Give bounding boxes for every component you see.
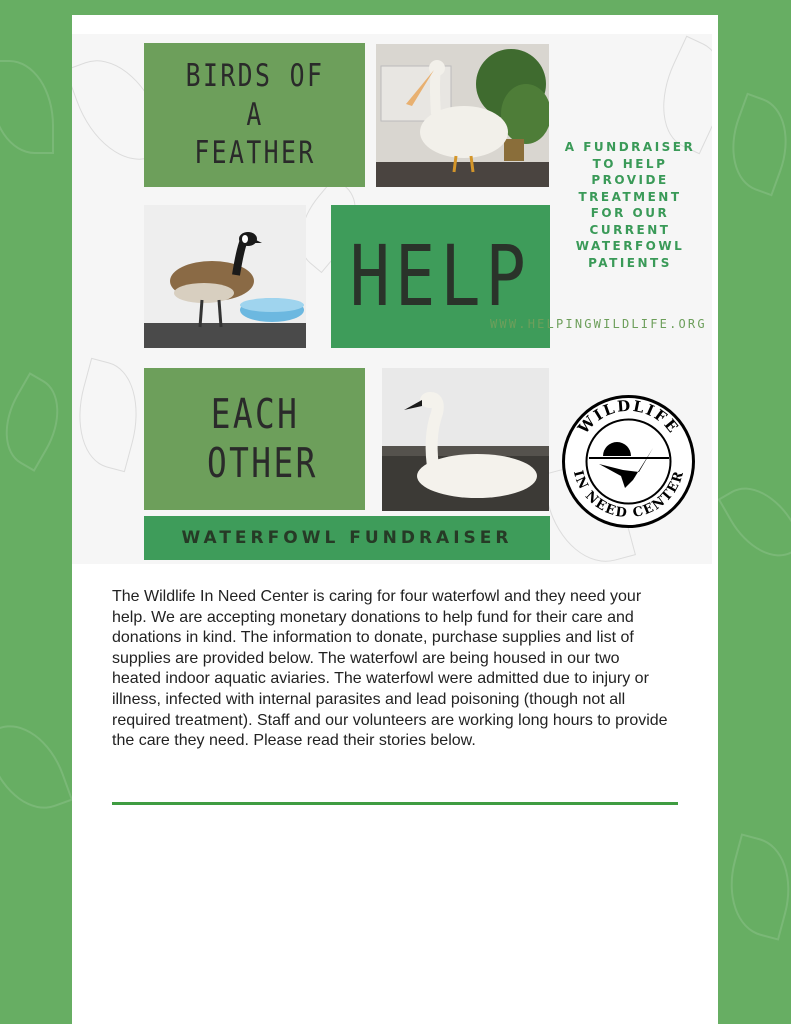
section-divider — [112, 802, 678, 805]
swan-photo — [382, 368, 549, 511]
intro-paragraph: The Wildlife In Need Center is caring for four waterfowl and they need your help. We are accepting monetary donations to help fund for their care and donations in kind. The information to donate, purchase supplies and list of supplies are provided below. The waterfowl are being housed in our two heated indoor aquatic aviaries. The waterfowl were admitted due to injury or illness, infected with internal parasites and lead poisoning (though not all required treatment). Staff and our volunteers are working long hours to provide the care they need. Please read their stories below. — [112, 588, 668, 750]
pelican-photo — [376, 44, 549, 187]
logo-top-text: WILDLIFE — [574, 396, 683, 438]
background-leaf — [717, 833, 791, 940]
banner-leaf — [72, 358, 151, 473]
background-leaf — [718, 472, 791, 572]
background-leaf — [0, 712, 73, 822]
each-other-tile — [144, 368, 365, 510]
fundraiser-tagline: A FUNDRAISER TO HELP PROVIDE TREATMENT FOR OUR CURRENT WATERFOWL PATIENTS — [564, 140, 696, 270]
background-leaf — [0, 60, 54, 154]
background-leaf — [0, 372, 76, 472]
title-text: BIRDS OF A FEATHER — [185, 57, 324, 172]
wildlife-center-logo — [561, 394, 696, 529]
goose-photo — [144, 205, 306, 348]
background-leaf — [717, 93, 791, 197]
waterfowl-fundraiser-strip: WATERFOWL FUNDRAISER — [144, 516, 550, 560]
banner-leaf — [643, 36, 712, 155]
each-other-text: EACH OTHER — [206, 389, 318, 487]
title-tile — [144, 43, 365, 187]
help-text: HELP — [349, 227, 532, 325]
website-link[interactable]: WWW.HELPINGWILDLIFE.ORG — [490, 317, 707, 331]
logo-bottom-text: IN NEED CENTER — [569, 468, 688, 522]
